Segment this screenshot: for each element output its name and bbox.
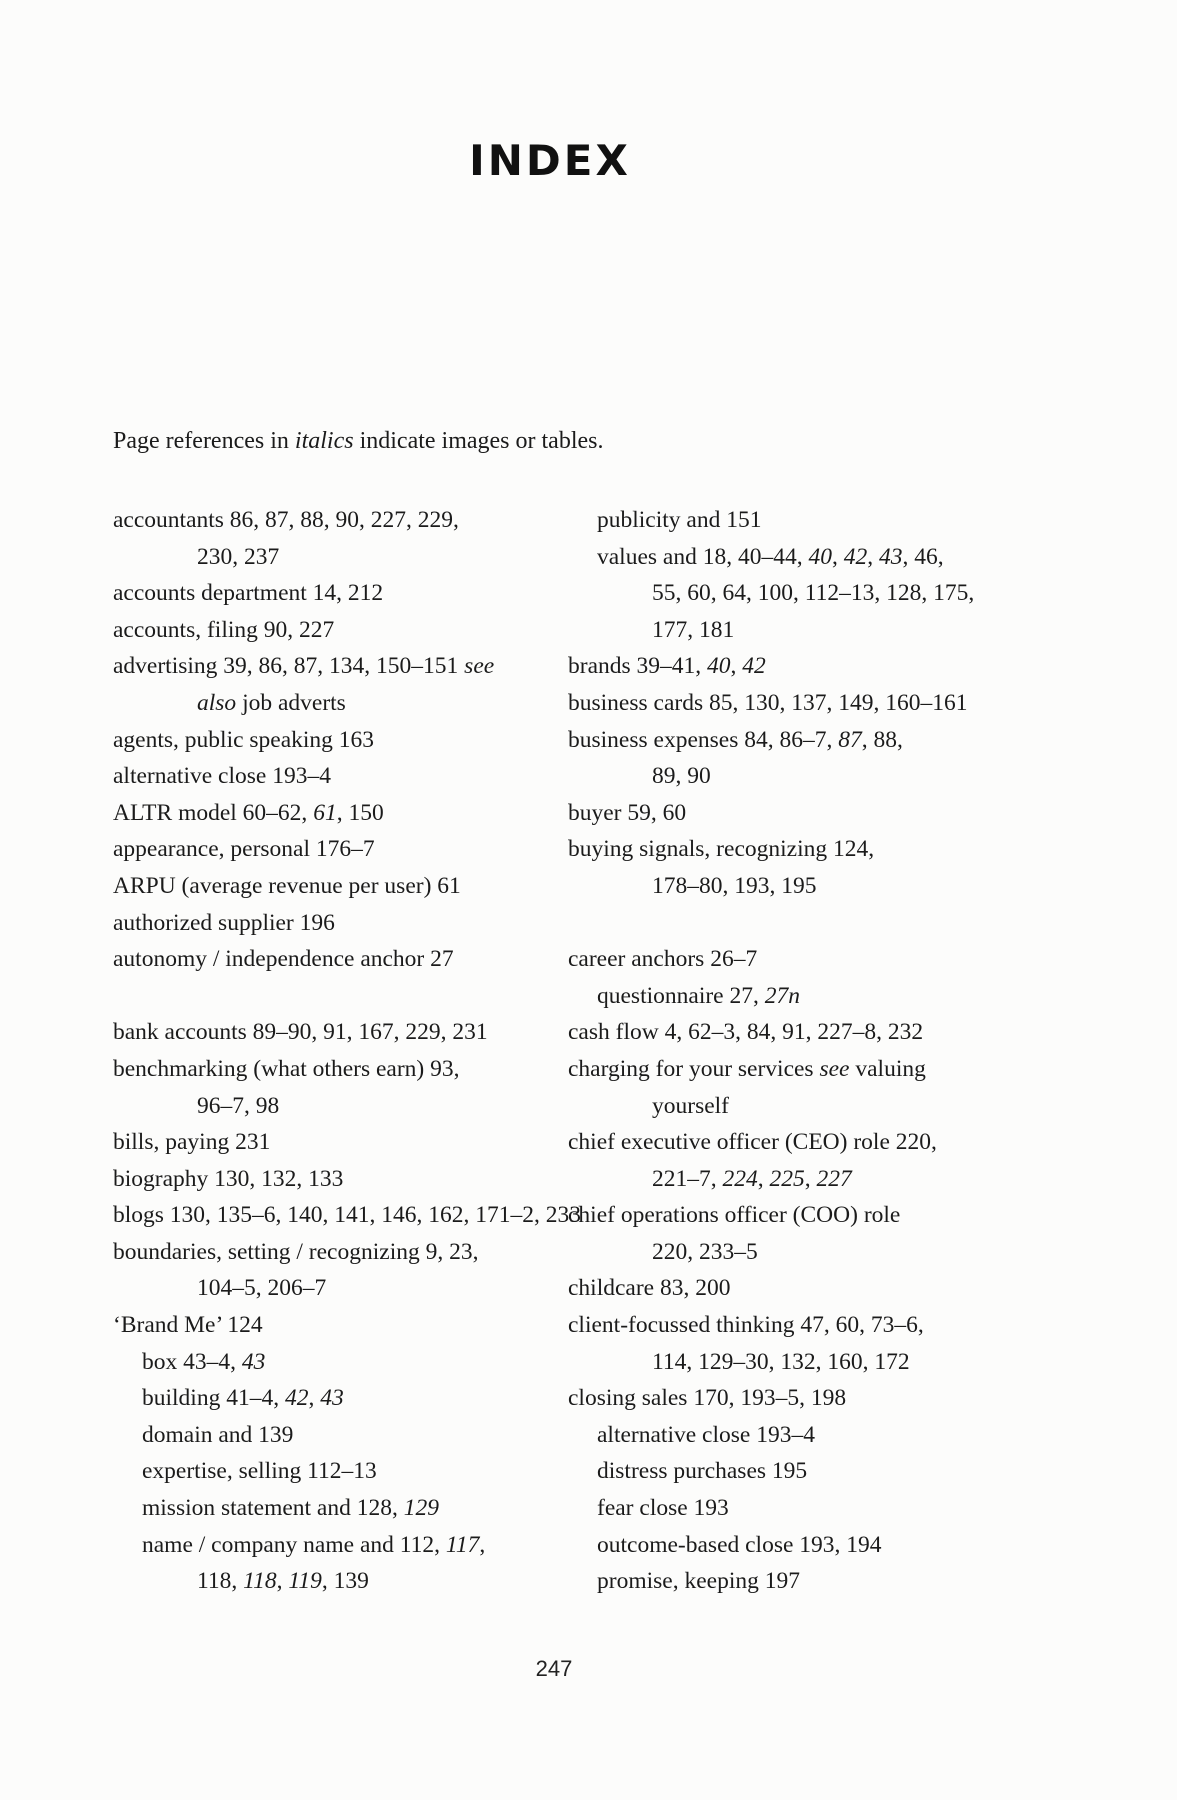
index-subentry (568, 1417, 1028, 1454)
text-run: accounts department 14, 212 (113, 580, 384, 607)
italic-reference: 43 (878, 543, 903, 570)
italic-reference: 40 (808, 543, 832, 570)
text-run: , 139 (321, 1568, 369, 1595)
entry-line (113, 1417, 573, 1454)
entry-continuation-line (113, 685, 573, 722)
index-entry (568, 685, 1028, 722)
text-run: valuing (849, 1055, 926, 1082)
italic-reference: 117 (445, 1531, 480, 1558)
entry-line (113, 1197, 582, 1234)
index-entry (113, 795, 573, 832)
text-run: career anchors 26–7 (568, 946, 758, 973)
entry-continuation-line (113, 1270, 573, 1307)
index-entry (568, 1051, 1028, 1124)
italic-reference: also (197, 689, 237, 716)
index-subentry (113, 1344, 573, 1381)
entry-line (113, 612, 573, 649)
entry-line (113, 1453, 573, 1490)
index-entry (113, 1307, 573, 1344)
text-run: building 41–4, (142, 1385, 285, 1412)
text-run: accountants 86, 87, 88, 90, 227, 229, (113, 507, 459, 533)
text-run: name / company name and 112, (142, 1531, 446, 1558)
index-entry (568, 1014, 1028, 1051)
index-entry (113, 722, 573, 759)
entry-line (568, 1014, 1028, 1051)
entry-continuation-line (568, 1344, 1028, 1381)
text-run: 118, (197, 1568, 244, 1595)
index-entry (568, 831, 1028, 904)
index-entry (113, 758, 573, 795)
italic-reference: see (464, 653, 495, 680)
entry-line (113, 1527, 573, 1564)
entry-line (113, 831, 573, 868)
index-entry (568, 795, 1028, 832)
letter-group-gap (113, 978, 573, 1015)
index-subentry (113, 1380, 573, 1417)
text-run: client-focussed thinking 47, 60, 73–6, (568, 1312, 924, 1339)
text-run: accounts, filing 90, 227 (113, 616, 335, 643)
index-column-left (113, 502, 582, 1600)
index-entry (113, 1014, 573, 1051)
entry-line (113, 1490, 573, 1527)
text-run: boundaries, setting / recognizing 9, 23, (113, 1238, 479, 1265)
index-entry (568, 1307, 1028, 1380)
text-run: closing sales 170, 193–5, 198 (568, 1385, 847, 1412)
text-run: 220, 233–5 (652, 1238, 758, 1265)
text-run: 178–80, 193, 195 (652, 872, 817, 899)
entry-line (113, 758, 573, 795)
text-run: domain and 139 (142, 1421, 294, 1448)
text-run: fear close 193 (597, 1495, 729, 1522)
text-run: bank accounts 89–90, 91, 167, 229, 231 (113, 1019, 488, 1046)
text-run: bills, paying 231 (113, 1129, 271, 1156)
text-run: 89, 90 (652, 763, 711, 790)
text-run: business expenses 84, 86–7, (568, 726, 839, 753)
text-run: , 88, (861, 726, 903, 753)
entry-line (568, 1417, 1028, 1454)
entry-continuation-line (568, 868, 1028, 905)
text-run: 230, 237 (197, 543, 280, 570)
entry-line (113, 1307, 573, 1344)
text-run: , 150 (336, 799, 384, 826)
text-run: ARPU (average revenue per user) 61 (113, 872, 461, 899)
entry-line (568, 1453, 1028, 1490)
index-subentry (113, 1527, 573, 1600)
text-run: ‘Brand Me’ 124 (113, 1312, 263, 1339)
entry-line (113, 502, 573, 539)
index-entry (568, 1380, 1028, 1417)
index-subentry (568, 502, 1028, 539)
text-run: authorized supplier 196 (113, 909, 335, 936)
entry-line (113, 575, 573, 612)
italic-reference: 42 (843, 543, 868, 570)
entry-line (568, 1051, 1028, 1088)
italic-reference: 224 (722, 1165, 758, 1192)
entry-continuation-line (568, 758, 1028, 795)
text-run: promise, keeping 197 (597, 1568, 800, 1595)
text-run: cash flow 4, 62–3, 84, 91, 227–8, 232 (568, 1019, 924, 1046)
entry-line (113, 1051, 573, 1088)
entry-line (113, 905, 573, 942)
index-entry (568, 648, 1028, 685)
text-run: 177, 181 (652, 616, 735, 643)
index-entry (113, 502, 573, 575)
text-run: chief operations officer (COO) role (568, 1202, 901, 1229)
index-column-right (568, 502, 1028, 1600)
italic-reference: 43 (241, 1348, 266, 1375)
text-run: publicity and 151 (597, 507, 762, 533)
entry-line (113, 941, 573, 978)
italic-reference: 225 (769, 1165, 805, 1192)
index-entry (113, 868, 573, 905)
text-run: alternative close 193–4 (597, 1421, 815, 1448)
text-run: yourself (652, 1092, 730, 1119)
italic-reference: 129 (403, 1495, 439, 1522)
entry-continuation-line (568, 612, 1028, 649)
page-title: INDEX (469, 136, 631, 185)
italic-reference: 40 (707, 653, 731, 680)
text-run: buying signals, recognizing 124, (568, 836, 875, 863)
text-run: 114, 129–30, 132, 160, 172 (652, 1348, 910, 1375)
text-run: agents, public speaking 163 (113, 726, 375, 753)
text-run: 104–5, 206–7 (197, 1275, 327, 1302)
text-run: charging for your services (568, 1055, 820, 1082)
italic-reference: 42 (284, 1385, 309, 1412)
index-subentry (568, 1453, 1028, 1490)
text-run: indicate images or tables. (353, 428, 604, 454)
entry-line (568, 1563, 1028, 1600)
italic-reference: see (819, 1055, 850, 1082)
italic-reference: 61 (313, 799, 337, 826)
index-entry (568, 722, 1028, 795)
text-run: , (479, 1531, 486, 1558)
text-run: outcome-based close 193, 194 (597, 1531, 882, 1558)
entry-line (113, 1124, 573, 1161)
entry-line (568, 978, 1028, 1015)
entry-line (568, 1380, 1028, 1417)
index-entry (113, 612, 573, 649)
index-subentry (113, 1417, 573, 1454)
entry-line (113, 1234, 573, 1271)
entry-line (568, 795, 1028, 832)
text-run: mission statement and 128, (142, 1495, 404, 1522)
text-run: biography 130, 132, 133 (113, 1165, 344, 1192)
italic-reference: 87 (838, 726, 862, 753)
text-run: expertise, selling 112–13 (142, 1458, 377, 1485)
index-entry (113, 831, 573, 868)
entry-continuation-line (113, 539, 573, 576)
index-subentry (568, 1490, 1028, 1527)
text-run: business cards 85, 130, 137, 149, 160–161 (568, 689, 968, 716)
index-entry (568, 1197, 1028, 1270)
text-run: blogs 130, 135–6, 140, 141, 146, 162, 171–2, 233 (113, 1202, 582, 1229)
text-run: Page references in (113, 428, 295, 454)
text-run: 221–7, (652, 1165, 723, 1192)
index-entry (113, 1197, 582, 1234)
index-entry (113, 648, 573, 721)
entry-continuation-line (568, 1088, 1028, 1125)
entry-line (568, 941, 1028, 978)
text-run: , (757, 1165, 770, 1192)
page-number: 247 (535, 1656, 573, 1681)
entry-line (113, 722, 573, 759)
entry-line (113, 795, 573, 832)
index-subentry (568, 539, 1028, 649)
italic-reference: 42 (742, 653, 766, 680)
entry-line (113, 1380, 573, 1417)
index-subentry (113, 1453, 573, 1490)
entry-line (568, 1307, 1028, 1344)
text-run: , (804, 1165, 817, 1192)
italic-reference: 43 (320, 1385, 344, 1412)
entry-line (568, 831, 1028, 868)
entry-line (568, 502, 1028, 539)
text-run: ALTR model 60–62, (113, 799, 314, 826)
text-run: , (276, 1568, 289, 1595)
entry-line (568, 1270, 1028, 1307)
text-run: , (867, 543, 879, 570)
italic-reference: italics (294, 428, 354, 454)
text-run: buyer 59, 60 (568, 799, 687, 826)
index-entry (113, 905, 573, 942)
index-intro-note (113, 428, 604, 455)
text-run: , (730, 653, 743, 680)
index-subentry (568, 1563, 1028, 1600)
entry-line (568, 1527, 1028, 1564)
text-run: , (308, 1385, 321, 1412)
text-run: box 43–4, (142, 1348, 242, 1375)
text-run: , 46, (902, 543, 944, 570)
index-entry (568, 941, 1028, 978)
entry-continuation-line (113, 1563, 573, 1600)
text-run: , (831, 543, 844, 570)
entry-line (568, 722, 1028, 759)
text-run: brands 39–41, (568, 653, 708, 680)
text-run: benchmarking (what others earn) 93, (113, 1055, 460, 1082)
text-run: autonomy / independence anchor 27 (113, 946, 454, 973)
entry-line (113, 1014, 573, 1051)
index-entry (113, 1161, 573, 1198)
index-entry (113, 941, 573, 978)
entry-line (113, 1344, 573, 1381)
index-entry (113, 1234, 573, 1307)
text-run: job adverts (236, 689, 346, 716)
text-run: advertising 39, 86, 87, 134, 150–151 (113, 653, 465, 680)
entry-line (568, 1197, 1028, 1234)
text-run: childcare 83, 200 (568, 1275, 731, 1302)
index-entry (113, 1124, 573, 1161)
text-run: appearance, personal 176–7 (113, 836, 375, 863)
entry-continuation-line (568, 575, 1028, 612)
entry-continuation-line (568, 1161, 1028, 1198)
entry-continuation-line (568, 1234, 1028, 1271)
index-entry (113, 575, 573, 612)
text-run: distress purchases 195 (597, 1458, 808, 1485)
italic-reference: 27n (764, 982, 800, 1009)
entry-line (113, 868, 573, 905)
text-run: alternative close 193–4 (113, 763, 331, 790)
letter-group-gap (568, 905, 1028, 942)
index-subentry (113, 1490, 573, 1527)
index-entry (568, 1270, 1028, 1307)
index-subentry (568, 1527, 1028, 1564)
entry-continuation-line (113, 1088, 573, 1125)
text-run: questionnaire 27, (597, 982, 765, 1009)
entry-line (113, 1161, 573, 1198)
italic-reference: 119 (288, 1568, 322, 1595)
text-run: chief executive officer (CEO) role 220, (568, 1129, 937, 1156)
text-run: 96–7, 98 (197, 1092, 280, 1119)
entry-line (568, 539, 1028, 576)
entry-line (568, 1490, 1028, 1527)
text-run: values and 18, 40–44, (597, 543, 809, 570)
entry-line (568, 648, 1028, 685)
index-entry (113, 1051, 573, 1124)
italic-reference: 227 (816, 1165, 852, 1192)
index-entry (568, 1124, 1028, 1197)
italic-reference: 118 (243, 1568, 277, 1595)
entry-line (113, 648, 573, 685)
entry-line (568, 1124, 1028, 1161)
index-subentry (568, 978, 1028, 1015)
entry-line (568, 685, 1028, 722)
text-run: 55, 60, 64, 100, 112–13, 128, 175, (652, 580, 975, 607)
